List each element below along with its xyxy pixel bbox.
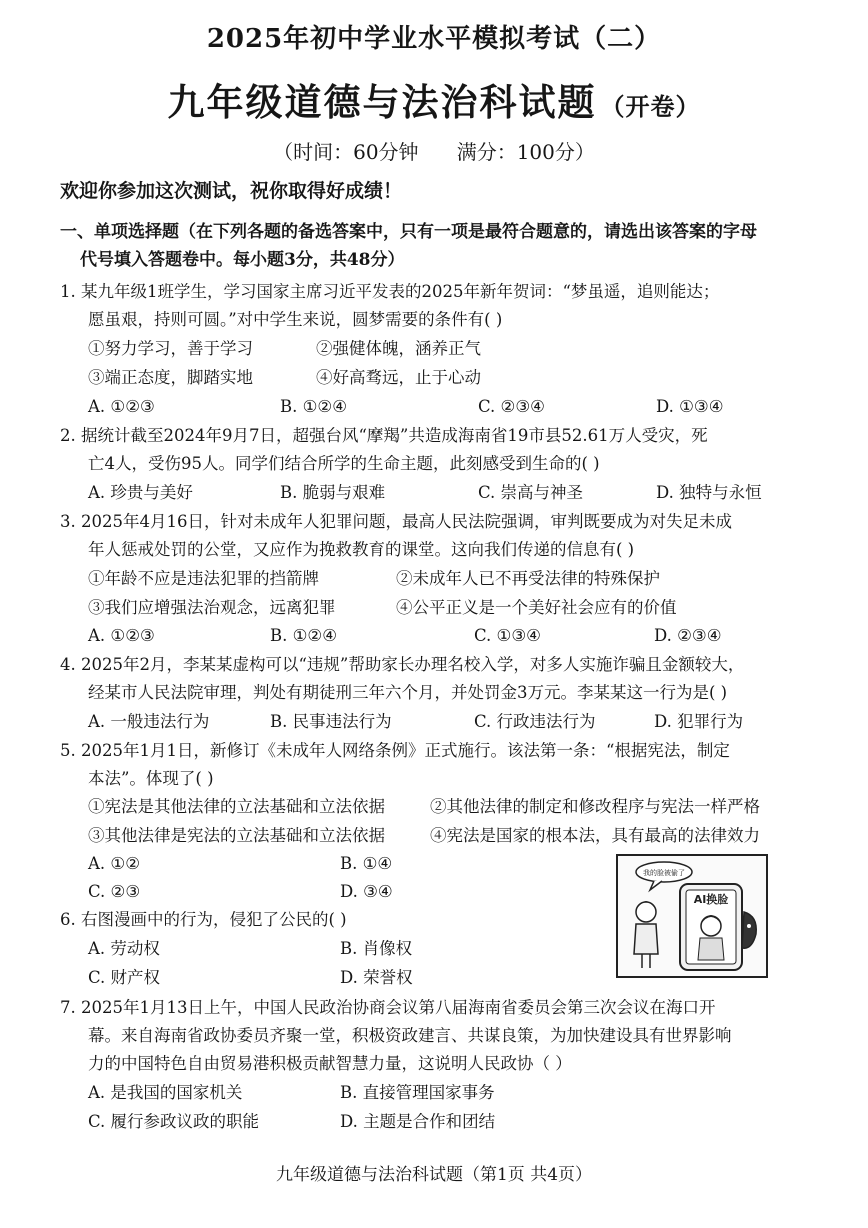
question-6-option-b: B. 肖像权 xyxy=(340,939,413,958)
question-5-statement-2: ②其他法律的制定和修改程序与宪法一样严格 xyxy=(430,797,760,816)
subject-title xyxy=(0,72,868,126)
question-4-option-c: C. 行政违法行为 xyxy=(474,712,596,731)
section-heading xyxy=(60,218,820,274)
cartoon-drawing xyxy=(618,856,766,976)
question-5-option-d: D. ③④ xyxy=(340,882,393,901)
cartoon-bubble-text: 我的脸被偷了 xyxy=(643,869,685,877)
section-heading-line-2: 代号填入答题卷中。每小题3分，共48分） xyxy=(80,250,405,270)
question-5-statement-3: ③其他法律是宪法的立法基础和立法依据 xyxy=(88,826,385,845)
question-3-option-d: D. ②③④ xyxy=(654,626,722,645)
question-6-stem-line-1: 6. 右图漫画中的行为，侵犯了公民的( ) xyxy=(60,910,347,929)
question-3-option-b: B. ①②④ xyxy=(270,626,337,645)
question-2-stem-line-2: 亡4人，受伤95人。同学们结合所学的生命主题，此刻感受到生命的( ) xyxy=(88,454,600,473)
question-7-option-a: A. 是我国的国家机关 xyxy=(88,1083,243,1102)
question-2-option-a: A. 珍贵与美好 xyxy=(88,483,193,502)
cartoon-illustration xyxy=(616,854,768,978)
question-3-statement-1: ①年龄不应是违法犯罪的挡箭牌 xyxy=(88,569,319,588)
exam-meta: （时间：60分钟 满分：100分） xyxy=(273,140,595,164)
welcome-text: 欢迎你参加这次测试，祝你取得好成绩！ xyxy=(60,180,403,202)
question-3-option-c: C. ①③④ xyxy=(474,626,541,645)
question-5-statement-1: ①宪法是其他法律的立法基础和立法依据 xyxy=(88,797,385,816)
question-1-stem-line-2: 愿虽艰，持则可圆。”对中学生来说，圆梦需要的条件有( ) xyxy=(88,310,503,329)
question-2-stem-line-1: 2. 据统计截至2024年9月7日，超强台风“摩羯”共造成海南省19市县52.61万人受灾，死 xyxy=(60,426,708,445)
question-2-option-c: C. 崇高与神圣 xyxy=(478,483,584,502)
question-1-statement-2: ②强健体魄，涵养正气 xyxy=(316,339,481,358)
question-5-option-c: C. ②③ xyxy=(88,882,141,901)
question-1-option-d: D. ①③④ xyxy=(656,397,724,416)
question-7-option-b: B. 直接管理国家事务 xyxy=(340,1083,495,1102)
question-7-stem-line-2: 幕。来自海南省政协委员齐聚一堂，积极资政建言、共谋良策，为加快建设具有世界影响 xyxy=(88,1026,732,1045)
question-3-option-a: A. ①②③ xyxy=(88,626,155,645)
question-4-stem-line-2: 经某市人民法院审理，判处有期徒刑三年六个月，并处罚金3万元。李某某这一行为是( ) xyxy=(88,683,728,702)
subject-title-suffix: （开卷） xyxy=(600,93,701,121)
question-5-stem-line-2: 本法”。体现了( ) xyxy=(88,769,214,788)
question-1-option-b: B. ①②④ xyxy=(280,397,347,416)
question-4-option-d: D. 犯罪行为 xyxy=(654,712,744,731)
question-3-statement-3: ③我们应增强法治观念，远离犯罪 xyxy=(88,598,336,617)
question-3-statement-4: ④公平正义是一个美好社会应有的价值 xyxy=(396,598,677,617)
question-4-option-b: B. 民事违法行为 xyxy=(270,712,392,731)
question-1-statement-4: ④好高骛远，止于心动 xyxy=(316,368,481,387)
question-1-statement-1: ①努力学习，善于学习 xyxy=(88,339,253,358)
question-7-option-c: C. 履行参政议政的职能 xyxy=(88,1112,260,1131)
subject-title-main: 九年级道德与法治科试题 xyxy=(167,81,597,124)
question-7-option-d: D. 主题是合作和团结 xyxy=(340,1112,496,1131)
question-2-option-b: B. 脆弱与艰难 xyxy=(280,483,386,502)
cartoon-phone-label: AI换脸 xyxy=(693,893,729,906)
question-5-option-b: B. ①④ xyxy=(340,854,393,873)
section-heading-line-1: 一、单项选择题（在下列各题的备选答案中，只有一项是最符合题意的，请选出该答案的字母 xyxy=(60,222,757,242)
exam-title: 2025年初中学业水平模拟考试（二） xyxy=(206,24,662,54)
question-5-statement-4: ④宪法是国家的根本法，具有最高的法律效力 xyxy=(430,826,760,845)
question-1-option-c: C. ②③④ xyxy=(478,397,545,416)
question-7-stem-line-3: 力的中国特色自由贸易港积极贡献智慧力量，这说明人民政协（ ） xyxy=(88,1054,572,1073)
question-1-stem-line-1: 1. 某九年级1班学生，学习国家主席习近平发表的2025年新年贺词：“梦虽遥，追则能达； xyxy=(60,282,720,301)
question-7-stem-line-1: 7. 2025年1月13日上午，中国人民政治协商会议第八届海南省委员会第三次会议在海口开 xyxy=(60,998,716,1017)
question-6-option-d: D. 荣誉权 xyxy=(340,968,413,987)
question-6-option-c: C. 财产权 xyxy=(88,968,161,987)
question-3-stem-line-1: 3. 2025年4月16日，针对未成年人犯罪问题，最高人民法院强调，审判既要成为对失足未成 xyxy=(60,512,732,531)
question-1-statement-3: ③端正态度，脚踏实地 xyxy=(88,368,253,387)
question-5-option-a: A. ①② xyxy=(88,854,140,873)
question-5-stem-line-1: 5. 2025年1月1日，新修订《未成年人网络条例》正式施行。该法第一条：“根据宪法，制定 xyxy=(60,741,730,760)
question-3-stem-line-2: 年人惩戒处罚的公堂，又应作为挽救教育的课堂。这向我们传递的信息有( ) xyxy=(88,540,635,559)
question-2-option-d: D. 独特与永恒 xyxy=(656,483,762,502)
question-1-option-a: A. ①②③ xyxy=(88,397,155,416)
page-footer: 九年级道德与法治科试题（第1页 共4页） xyxy=(275,1165,593,1185)
question-4-stem-line-1: 4. 2025年2月，李某某虚构可以“违规”帮助家长办理名校入学，对多人实施诈骗且金额较大， xyxy=(60,655,745,674)
question-4-option-a: A. 一般违法行为 xyxy=(88,712,210,731)
question-3-statement-2: ②未成年人已不再受法律的特殊保护 xyxy=(396,569,660,588)
question-6-option-a: A. 劳动权 xyxy=(88,939,160,958)
